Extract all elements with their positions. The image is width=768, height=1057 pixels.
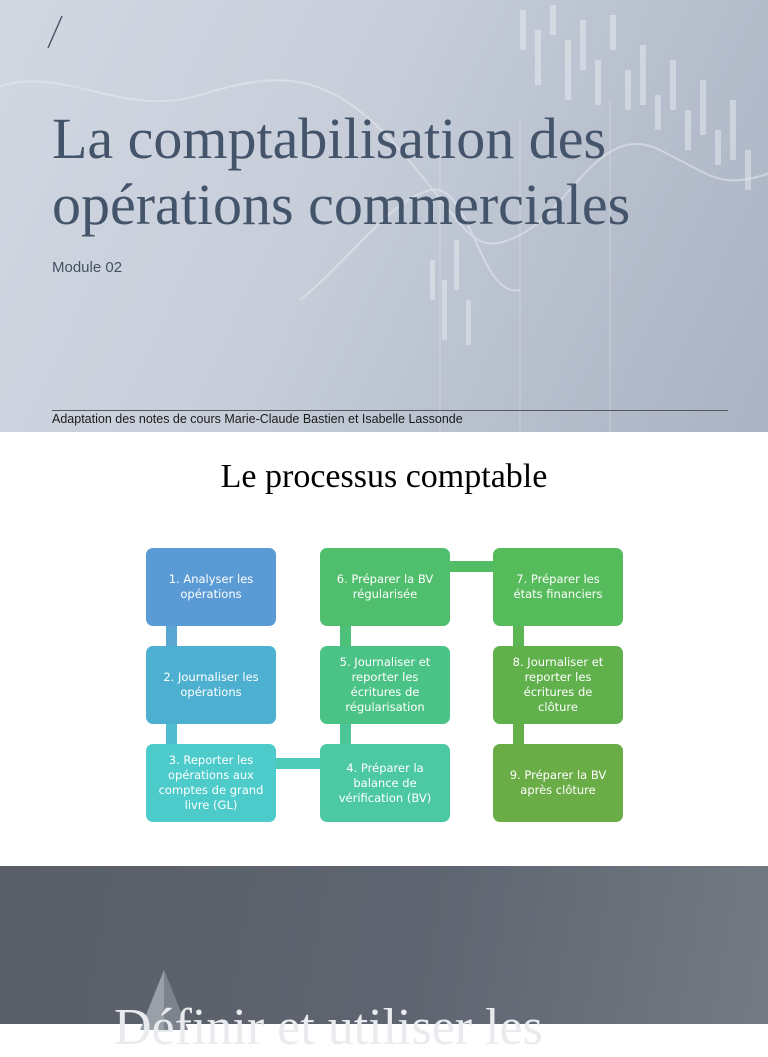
slide-title: La comptabilisation des opérations commerciales [52,106,631,237]
connector-6-7 [449,561,494,572]
process-step-3 [146,744,276,822]
connector-8-9 [513,724,524,744]
process-step-label: 2. Journaliser les opérations [163,670,259,699]
process-step-4 [320,744,450,822]
process-step-6 [320,548,450,626]
process-step-label: 9. Préparer la BV après clôture [509,768,607,797]
connector-3-4 [275,758,320,769]
process-title: Le processus comptable [220,458,548,495]
connector-7-8 [513,626,524,646]
process-step-label: 6. Préparer la BV régularisée [336,572,434,601]
connector-5-6 [340,626,351,646]
slash-decoration [44,14,66,50]
process-step-8 [493,646,623,724]
process-step-label: 3. Reporter les opérations aux comptes de grand livre (GL) [158,753,264,812]
divider-line [52,410,728,411]
slide-subtitle: Module 02 [52,259,123,276]
process-flowchart [0,432,768,866]
connector-4-5 [340,724,351,744]
slide-title: Définir et utiliser les [114,999,543,1056]
process-step-label: 8. Journaliser et reporter les écritures de clôture [512,655,604,714]
credit-text: Adaptation des notes de cours Marie-Claude Bastien et Isabelle Lassonde [52,412,463,426]
connector-2-3 [166,724,177,744]
connector-1-2 [166,626,177,646]
process-step-label: 1. Analyser les opérations [168,572,254,601]
process-step-7 [493,548,623,626]
process-step-label: 7. Préparer les états financiers [513,572,603,601]
process-step-5 [320,646,450,724]
definition-slide [0,866,768,1056]
process-step-label: 5. Journaliser et reporter les écritures de régularisation [339,655,431,714]
process-slide [0,432,768,866]
process-step-9 [493,744,623,822]
title-slide [0,0,768,432]
process-step-2 [146,646,276,724]
process-step-1 [146,548,276,626]
process-step-label: 4. Préparer la balance de vérification (BV) [338,760,432,805]
